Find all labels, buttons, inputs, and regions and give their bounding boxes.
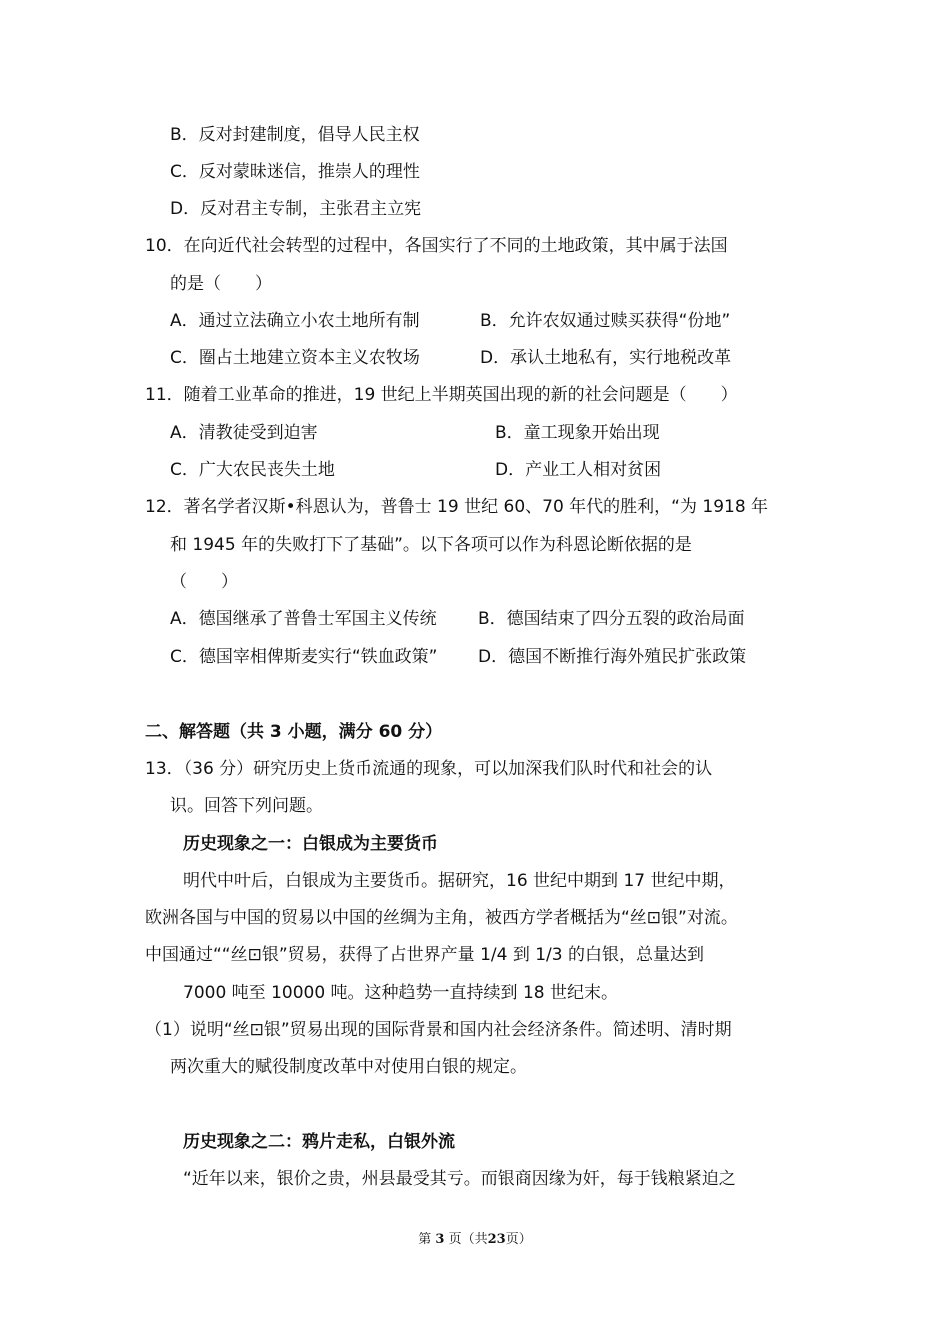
q12-stem-line3: （ ）	[170, 572, 238, 592]
q12-option-a: A．德国继承了普鲁士军国主义传统	[170, 609, 437, 629]
q11-option-b: B．童工现象开始出现	[495, 423, 660, 443]
footer-middle: 页（共	[448, 1232, 488, 1247]
paragraph-1-line2: 欧洲各国与中国的贸易以中国的丝绸为主角，被西方学者概括为“丝⊡银”对流。	[145, 908, 738, 928]
paragraph-2-line1: “近年以来，银价之贵，州县最受其亏。而银商因缘为奸，每于钱粮紧迫之	[183, 1169, 736, 1189]
sub-question-1-line2: 两次重大的赋役制度改革中对使用白银的规定。	[170, 1057, 527, 1077]
q12-option-b: B．德国结束了四分五裂的政治局面	[478, 609, 745, 629]
q11-option-a: A．清教徒受到迫害	[170, 423, 318, 443]
q10-stem-line2: 的是（ ）	[170, 274, 272, 294]
q9-option-c: C．反对蒙昧迷信，推崇人的理性	[170, 162, 420, 182]
section-heading: 二、解答题（共 3 小题，满分 60 分）	[145, 722, 443, 742]
footer-prefix: 第	[418, 1232, 432, 1247]
q11-option-d: D．产业工人相对贫困	[495, 460, 662, 480]
q13-stem-line1: 13．（36 分）研究历史上货币流通的现象，可以加深我们队时代和社会的认	[145, 759, 713, 779]
sub-question-1-line1: （1）说明“丝⊡银”贸易出现的国际背景和国内社会经济条件。简述明、清时期	[145, 1020, 732, 1040]
footer-suffix: 页）	[505, 1232, 532, 1247]
phenomenon-1-title: 历史现象之一：白银成为主要货币	[183, 834, 438, 854]
q12-stem-line1: 12．著名学者汉斯•科恩认为，普鲁士 19 世纪 60、70 年代的胜利，“为 1918 年	[145, 497, 769, 517]
footer-total-pages: 23	[487, 1232, 506, 1247]
q10-option-a: A．通过立法确立小农土地所有制	[170, 311, 420, 331]
q10-option-b: B．允许农奴通过赎买获得“份地”	[480, 311, 731, 331]
footer-page-number: 3	[435, 1232, 445, 1247]
q10-option-c: C．圈占土地建立资本主义农牧场	[170, 348, 420, 368]
q10-stem-line1: 10．在向近代社会转型的过程中，各国实行了不同的土地政策，其中属于法国	[145, 236, 728, 256]
paragraph-1-line3: 中国通过““丝⊡银”贸易，获得了占世界产量 1/4 到 1/3 的白银，总量达到	[145, 945, 704, 965]
paragraph-1-line1: 明代中叶后，白银成为主要货币。据研究，16 世纪中期到 17 世纪中期，	[183, 871, 736, 891]
q10-option-d: D．承认土地私有，实行地税改革	[480, 348, 732, 368]
q9-option-d: D．反对君主专制，主张君主立宪	[170, 199, 422, 219]
phenomenon-2-title: 历史现象之二：鸦片走私，白银外流	[183, 1132, 455, 1152]
q13-stem-line2: 识。回答下列问题。	[170, 796, 323, 816]
q9-option-b: B．反对封建制度，倡导人民主权	[170, 125, 420, 145]
q11-stem: 11．随着工业革命的推进，19 世纪上半期英国出现的新的社会问题是（ ）	[145, 385, 738, 405]
q12-stem-line2: 和 1945 年的失败打下了基础”。以下各项可以作为科恩论断依据的是	[170, 535, 692, 555]
paragraph-1-line4: 7000 吨至 10000 吨。这种趋势一直持续到 18 世纪末。	[183, 983, 618, 1003]
q11-option-c: C．广大农民丧失土地	[170, 460, 335, 480]
page-footer	[0, 1228, 950, 1247]
q12-option-c: C．德国宰相俾斯麦实行“铁血政策”	[170, 647, 438, 667]
q12-option-d: D．德国不断推行海外殖民扩张政策	[478, 647, 747, 667]
